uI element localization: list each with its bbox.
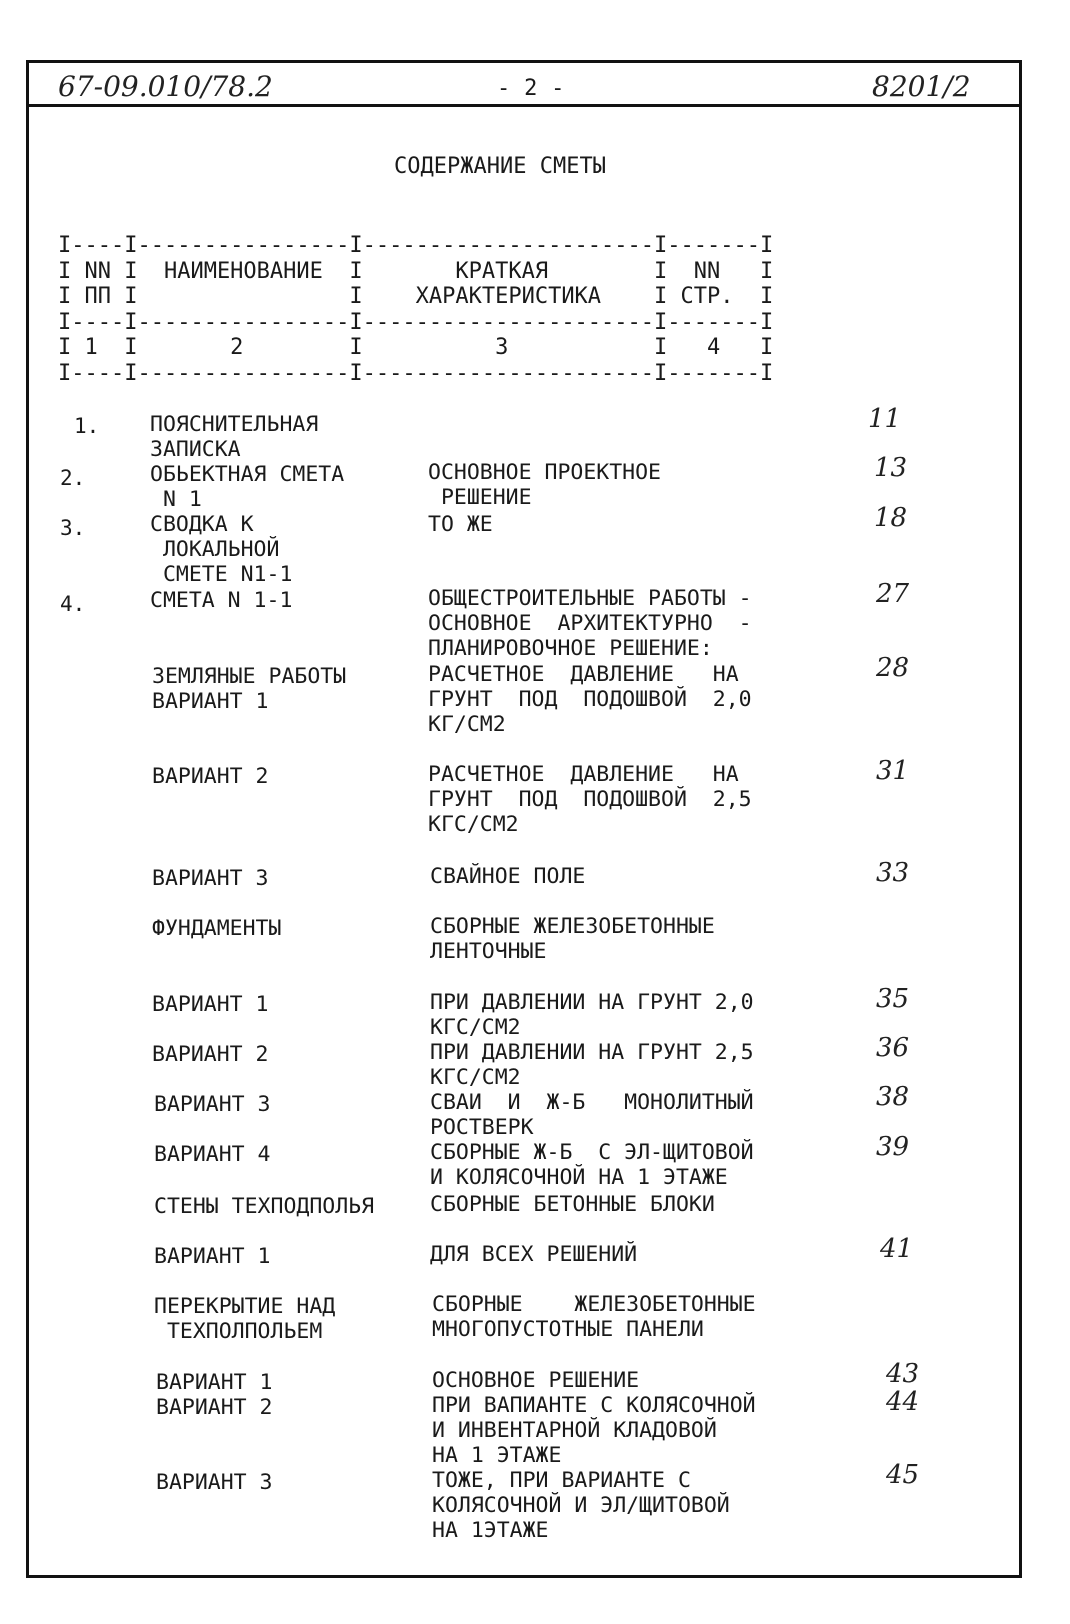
item-description: ОБЩЕСТРОИТЕЛЬНЫЕ РАБОТЫ - ОСНОВНОЕ АРХИТЕКТУРНО - ПЛАНИРОВОЧНОЕ РЕШЕНИЕ: — [428, 586, 752, 661]
page-number: - 2 - — [497, 76, 565, 101]
item-name: СТЕНЫ ТЕХПОДПОЛЬЯ — [154, 1194, 375, 1219]
item-description: РАСЧЕТНОЕ ДАВЛЕНИЕ НА ГРУНТ ПОД ПОДОШВОЙ 2,5 КГС/СМ2 — [428, 762, 752, 837]
item-page: 43 44 — [886, 1359, 920, 1417]
item-page: 11 — [868, 404, 902, 434]
item-name: ВАРИАНТ 3 — [156, 1470, 273, 1495]
item-name: ОБЬЕКТНАЯ СМЕТА N 1 — [150, 462, 345, 512]
item-name: СВОДКА К ЛОКАЛЬНОЙ СМЕТЕ N1-1 — [150, 512, 293, 587]
header-divider — [26, 104, 1022, 107]
item-name: ФУНДАМЕНТЫ — [152, 916, 282, 941]
item-description: СБОРНЫЕ БЕТОННЫЕ БЛОКИ — [430, 1192, 715, 1217]
item-name: ВАРИАНТ 3 — [152, 866, 269, 891]
item-number: 3. — [60, 516, 86, 540]
item-name: ВАРИАНТ 2 — [152, 1042, 269, 1067]
item-name: ЗЕМЛЯНЫЕ РАБОТЫ ВАРИАНТ 1 — [152, 664, 347, 714]
ref-number: 8201/2 — [872, 70, 971, 103]
item-page: 45 — [886, 1460, 920, 1490]
item-description: СБОРНЫЕ ЖЕЛЕЗОБЕТОННЫЕ МНОГОПУСТОТНЫЕ ПАНЕЛИ — [432, 1292, 756, 1342]
item-page: 36 — [876, 1033, 910, 1063]
table-header: I----I----------------I----------------------I-------I I NN I НАИМЕНОВАНИЕ I КРАТКАЯ I NN I I ПП I I ХАРАКТЕРИСТИКА I СТР. I I----I----------------I----------------------I-------I I 1 I 2 I 3 I 4 I I----I----------------I----------------------I-------I — [58, 233, 774, 386]
item-number: 1. — [74, 414, 100, 438]
item-description: СБОРНЫЕ ЖЕЛЕЗОБЕТОННЫЕ ЛЕНТОЧНЫЕ — [430, 914, 715, 964]
item-number: 4. — [60, 592, 86, 616]
item-description: ТОЖЕ, ПРИ ВАРИАНТЕ С КОЛЯСОЧНОЙ И ЭЛ/ЩИТОВОЙ НА 1ЭТАЖЕ — [432, 1468, 730, 1543]
doc-code: 67-09.010/78.2 — [58, 70, 273, 103]
item-name: ВАРИАНТ 2 — [152, 764, 269, 789]
item-description: СВАЙНОЕ ПОЛЕ — [430, 864, 586, 889]
item-page: 35 — [876, 984, 910, 1014]
item-description: ПРИ ДАВЛЕНИИ НА ГРУНТ 2,0 КГС/СМ2 — [430, 990, 754, 1040]
item-page: 13 — [874, 453, 908, 483]
item-name: ВАРИАНТ 1 — [154, 1244, 271, 1269]
item-name: ВАРИАНТ 1 ВАРИАНТ 2 — [156, 1370, 273, 1420]
item-number: 2. — [60, 466, 86, 490]
item-page: 41 — [880, 1234, 914, 1264]
item-description: ДЛЯ ВСЕХ РЕШЕНИЙ — [430, 1242, 638, 1267]
item-name: ВАРИАНТ 1 — [152, 992, 269, 1017]
item-description: СВАИ И Ж-Б МОНОЛИТНЫЙ РОСТВЕРК — [430, 1090, 754, 1140]
item-name: ВАРИАНТ 4 — [154, 1142, 271, 1167]
item-page: 18 — [874, 503, 908, 533]
item-page: 38 — [876, 1082, 910, 1112]
item-description: РАСЧЕТНОЕ ДАВЛЕНИЕ НА ГРУНТ ПОД ПОДОШВОЙ 2,0 КГ/СМ2 — [428, 662, 752, 737]
item-name: СМЕТА N 1-1 — [150, 588, 293, 613]
item-name: ВАРИАНТ 3 — [154, 1092, 271, 1117]
item-description: ТО ЖЕ — [428, 512, 493, 537]
page-title: СОДЕРЖАНИЕ СМЕТЫ — [394, 154, 606, 179]
item-page: 31 — [876, 756, 910, 786]
item-description: ОСНОВНОЕ ПРОЕКТНОЕ РЕШЕНИЕ — [428, 460, 661, 510]
item-page: 27 — [876, 579, 910, 609]
item-name: ПЕРЕКРЫТИЕ НАД ТЕХПОЛПОЛЬЕМ — [154, 1294, 336, 1344]
item-description: СБОРНЫЕ Ж-Б С ЭЛ-ЩИТОВОЙ И КОЛЯСОЧНОЙ НА 1 ЭТАЖЕ — [430, 1140, 754, 1190]
item-page: 39 — [876, 1132, 910, 1162]
item-name: ПОЯСНИТЕЛЬНАЯ ЗАПИСКА — [150, 412, 319, 462]
item-page: 28 — [876, 653, 910, 683]
item-description: ПРИ ДАВЛЕНИИ НА ГРУНТ 2,5 КГС/СМ2 — [430, 1040, 754, 1090]
item-description: ОСНОВНОЕ РЕШЕНИЕ ПРИ ВАПИАНТЕ С КОЛЯСОЧНОЙ И ИНВЕНТАРНОЙ КЛАДОВОЙ НА 1 ЭТАЖЕ — [432, 1368, 756, 1468]
item-page: 33 — [876, 858, 910, 888]
